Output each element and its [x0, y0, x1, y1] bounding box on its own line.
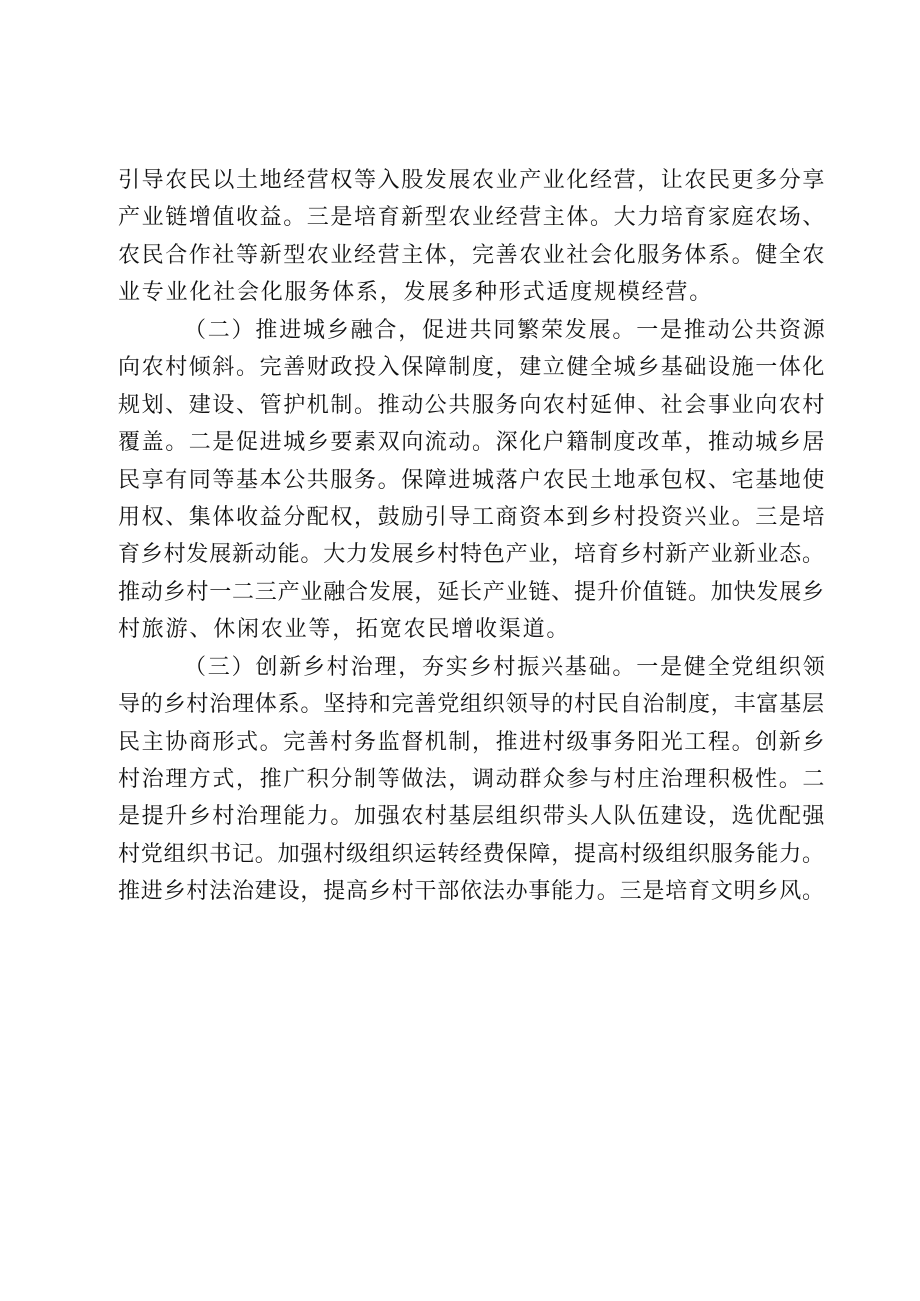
- text-line: 导的乡村治理体系。坚持和完善党组织领导的村民自治制度，丰富基层: [118, 692, 825, 718]
- text-line: 产业链增值收益。三是培育新型农业经营主体。大力培育家庭农场、: [118, 205, 827, 231]
- body-text: [118, 162, 828, 911]
- text-line: 用权、集体收益分配权，鼓励引导工商资本到乡村投资兴业。三是培: [118, 504, 827, 530]
- text-line: 覆盖。二是促进城乡要素双向流动。深化户籍制度改革，推动城乡居: [118, 430, 827, 456]
- text-line: 村党组织书记。加强村级组织运转经费保障，提高村级组织服务能力。: [118, 841, 825, 867]
- text-line: 向农村倾斜。完善财政投入保障制度，建立健全城乡基础设施一体化: [118, 355, 827, 381]
- text-line: 村旅游、休闲农业等，拓宽农民增收渠道。: [118, 617, 571, 643]
- text-line: 规划、建设、管护机制。推动公共服务向农村延伸、社会事业向农村: [118, 392, 827, 418]
- text-line: 推进乡村法治建设，提高乡村干部依法办事能力。三是培育文明乡风。: [118, 879, 825, 905]
- text-line: 是提升乡村治理能力。加强农村基层组织带头人队伍建设，选优配强: [118, 804, 827, 830]
- text-line: 民主协商形式。完善村务监督机制，推进村级事务阳光工程。创新乡: [118, 729, 827, 755]
- text-line: 村治理方式，推广积分制等做法，调动群众参与村庄治理积极性。二: [118, 767, 827, 792]
- text-line: 推动乡村一二三产业融合发展，延长产业链、提升价值链。加快发展乡: [118, 579, 825, 605]
- text-line: 农民合作社等新型农业经营主体，完善农业社会化服务体系。健全农: [118, 242, 827, 268]
- paragraph-heading-line: （三）创新乡村治理，夯实乡村振兴基础。一是健全党组织领: [184, 654, 827, 680]
- text-line: 育乡村发展新动能。大力发展乡村特色产业，培育乡村新产业新业态。: [118, 542, 825, 568]
- text-line: 引导农民以土地经营权等入股发展农业产业化经营，让农民更多分享: [118, 168, 827, 193]
- paragraph-heading-line: （二）推进城乡融合，促进共同繁荣发展。一是推动公共资源: [184, 317, 827, 343]
- text-line: 民享有同等基本公共服务。保障进城落户农民土地承包权、宅基地使: [118, 467, 827, 493]
- text-line: 业专业化社会化服务体系，发展多种形式适度规模经营。: [118, 280, 714, 306]
